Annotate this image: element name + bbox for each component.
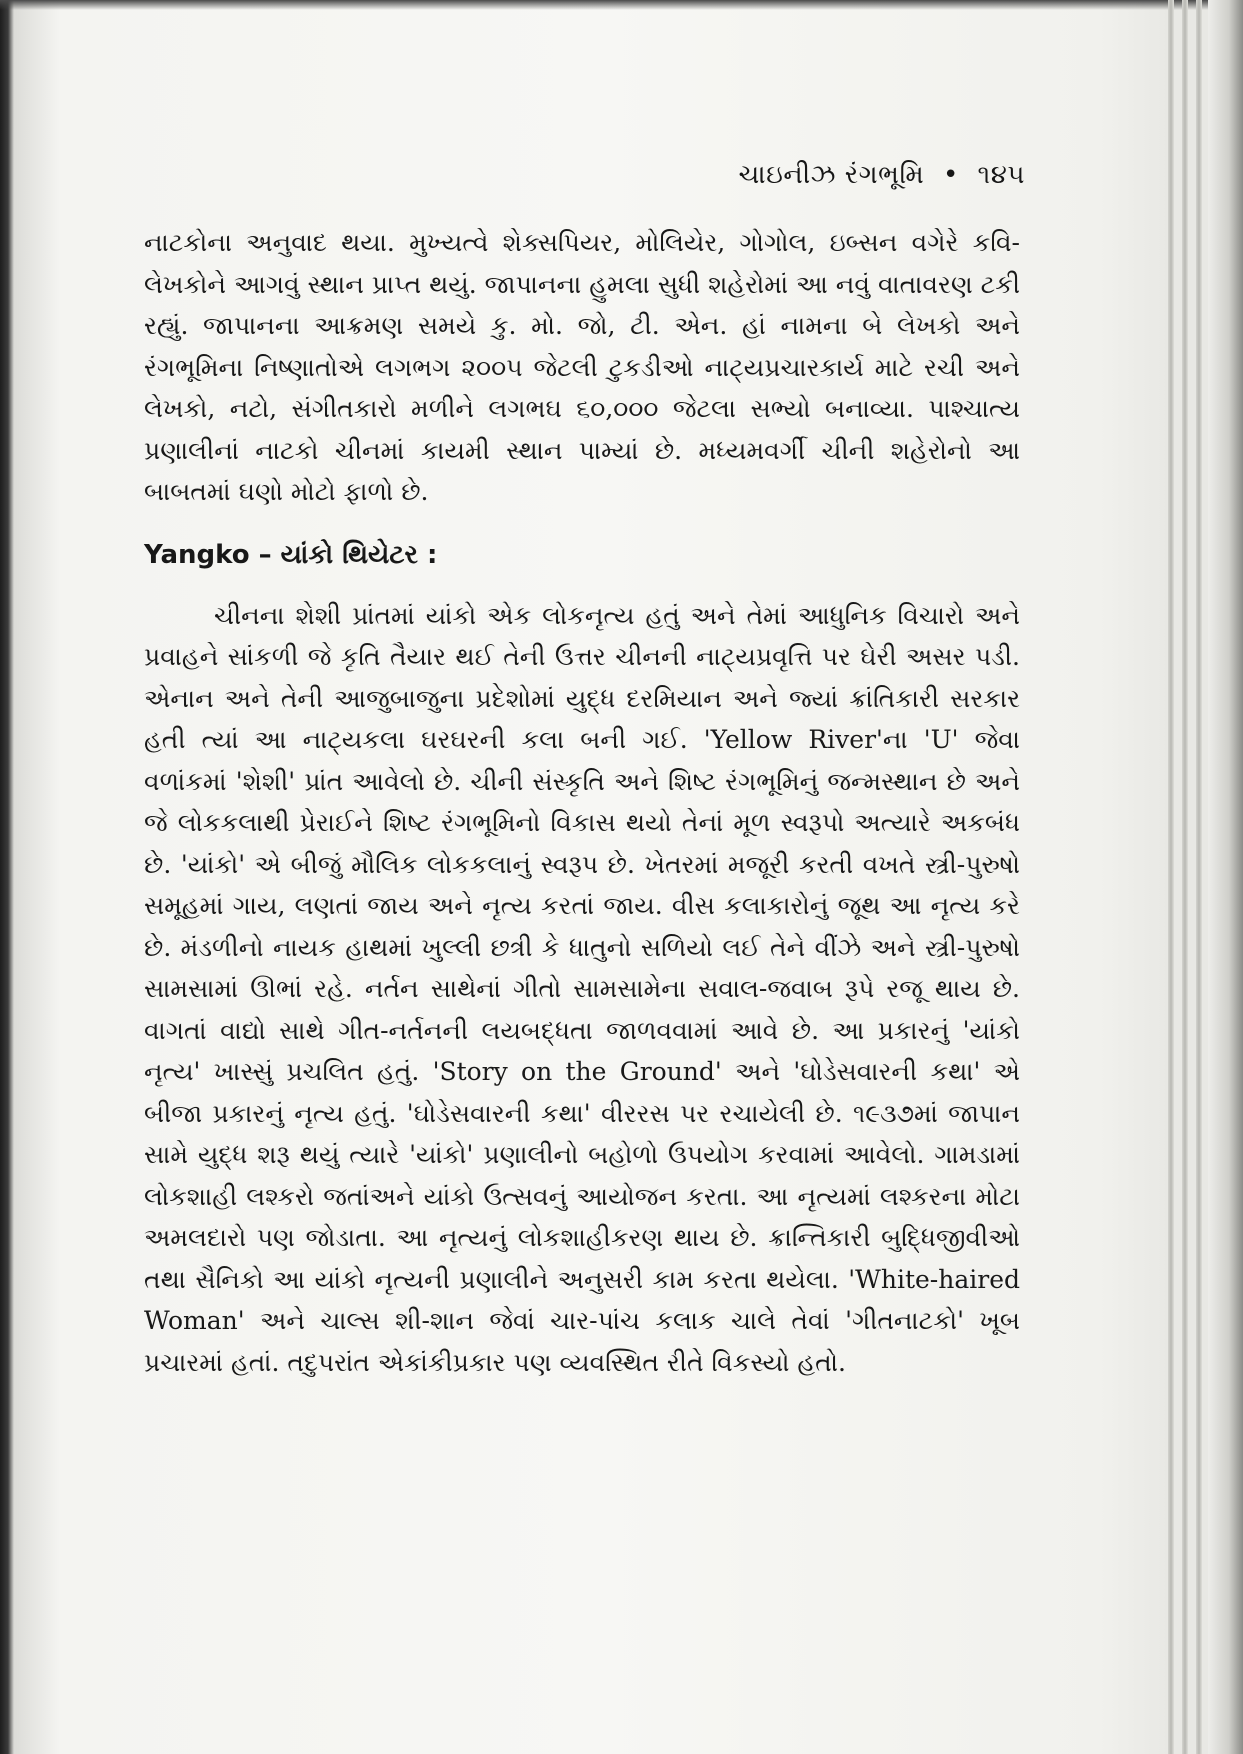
page-edge (1168, 0, 1174, 1754)
page-edge (1196, 0, 1202, 1754)
page-number: ૧૪૫ (977, 160, 1025, 190)
scan-top-shadow (0, 0, 1243, 10)
section-heading: Yangko – યાંકો થિયેટર : (144, 539, 438, 570)
body-text (144, 222, 1020, 1383)
running-head (738, 160, 1025, 191)
paragraph: નાટકોના અનુવાદ થયા. મુખ્યત્વે શેક્સપિયર, મોલિયેર, ગોગોલ, ઇબ્સન વગેરે કવિ-લેખકોને આગવું સ્થાન પ્રાપ્ત થયું. જાપાનના હુમલા સુધી શહેરોમાં આ નવું વાતાવરણ ટકી રહ્યું. જાપાનના આક્રમણ સમયે કુ. મો. જો, ટી. એન. હાં નામના બે લેખકો અને રંગભૂમિના નિષ્ણાતોએ લગભગ ૨૦૦૫ જેટલી ટુકડીઓ નાટ્યપ્રચારકાર્ય માટે રચી અને લેખકો, નટો, સંગીતકારો મળીને લગભઘ ૬૦,૦૦૦ જેટલા સભ્યો બનાવ્યા. પાશ્ચાત્ય પ્રણાલીનાં નાટકો ચીનમાં કાયમી સ્થાન પામ્યાં છે. મધ્યમવર્ગી ચીની શહેરોનો આ બાબતમાં ઘણો મોટો ફાળો છે. (144, 228, 1020, 506)
paragraph: ચીનના શેશી પ્રાંતમાં યાંકો એક લોકનૃત્ય હતું અને તેમાં આધુનિક વિચારો અને પ્રવાહને સાંકળી જે કૃતિ તૈયાર થઈ તેની ઉત્તર ચીનની નાટ્યપ્રવૃત્તિ પર ઘેરી અસર પડી. એનાન અને તેની આજુબાજુના પ્રદેશોમાં યુદ્ધ દરમિયાન અને જ્યાં ક્રાંતિકારી સરકાર હતી ત્યાં આ નાટ્યકલા ઘરઘરની કલા બની ગઈ. 'Yellow River'ના 'U' જેવા વળાંકમાં 'શેશી' પ્રાંત આવેલો છે. ચીની સંસ્કૃતિ અને શિષ્ટ રંગભૂમિનું જન્મસ્થાન છે અને જે લોકકલાથી પ્રેરાઈને શિષ્ટ રંગભૂમિનો વિકાસ થયો તેનાં મૂળ સ્વરૂપો અત્યારે અકબંધ છે. 'યાંકો' એ બીજું મૌલિક લોકકલાનું સ્વરૂપ છે. ખેતરમાં મજૂરી કરતી વખતે સ્ત્રી-પુરુષો સમૂહમાં ગાય, લણતાં જાય અને નૃત્ય કરતાં જાય. વીસ કલાકારોનું જૂથ આ નૃત્ય કરે છે. મંડળીનો નાયક હાથમાં ખુલ્લી છત્રી કે ધાતુનો સળિયો લઈ તેને વીંઝે અને સ્ત્રી-પુરુષો સામસામાં ઊભાં રહે. નર્તન સાથેનાં ગીતો સામસામેના સવાલ-જવાબ રૂપે રજૂ થાય છે. વાગતાં વાદ્યો સાથે ગીત-નર્તનની લયબદ્ધતા જાળવવામાં આવે છે. આ પ્રકારનું 'યાંકો નૃત્ય' ખાસ્સું પ્રચલિત હતું. 'Story on the Ground' અને 'ઘોડેસવારની કથા' એ બીજા પ્રકારનું નૃત્ય હતું. 'ઘોડેસવારની કથા' વીરરસ પર રચાયેલી છે. ૧૯૩૭માં જાપાન સામે યુદ્ધ શરૂ થયું ત્યારે 'યાંકો' પ્રણાલીનો બહોળો ઉપયોગ કરવામાં આવેલો. ગામડામાં લોકશાહી લશ્કરો જતાંઅને યાંકો ઉત્સવનું આયોજન કરતા. આ નૃત્યમાં લશ્કરના મોટા અમલદારો પણ જોડાતા. આ નૃત્યનું લોકશાહીકરણ થાય છે. ક્રાન્તિકારી બુદ્ધિજીવીઓ તથા સૈનિકો આ યાંકો નૃત્યની પ્રણાલીને અનુસરી કામ કરતા થયેલા. 'White-haired Woman' અને ચાલ્સ શી-શાન જેવાં ચાર-પાંચ કલાક ચાલે તેવાં 'ગીતનાટકો' ખૂબ પ્રચારમાં હતાં. તદુપરાંત એકાંકીપ્રકાર પણ વ્યવસ્થિત રીતે વિકસ્યો હતો. (144, 600, 1020, 1377)
running-head-separator: • (942, 160, 959, 190)
running-head-title: ચાઇનીઝ રંગભૂમિ (738, 160, 925, 190)
page-edge (1182, 0, 1188, 1754)
book-fore-edge (1208, 0, 1243, 1754)
